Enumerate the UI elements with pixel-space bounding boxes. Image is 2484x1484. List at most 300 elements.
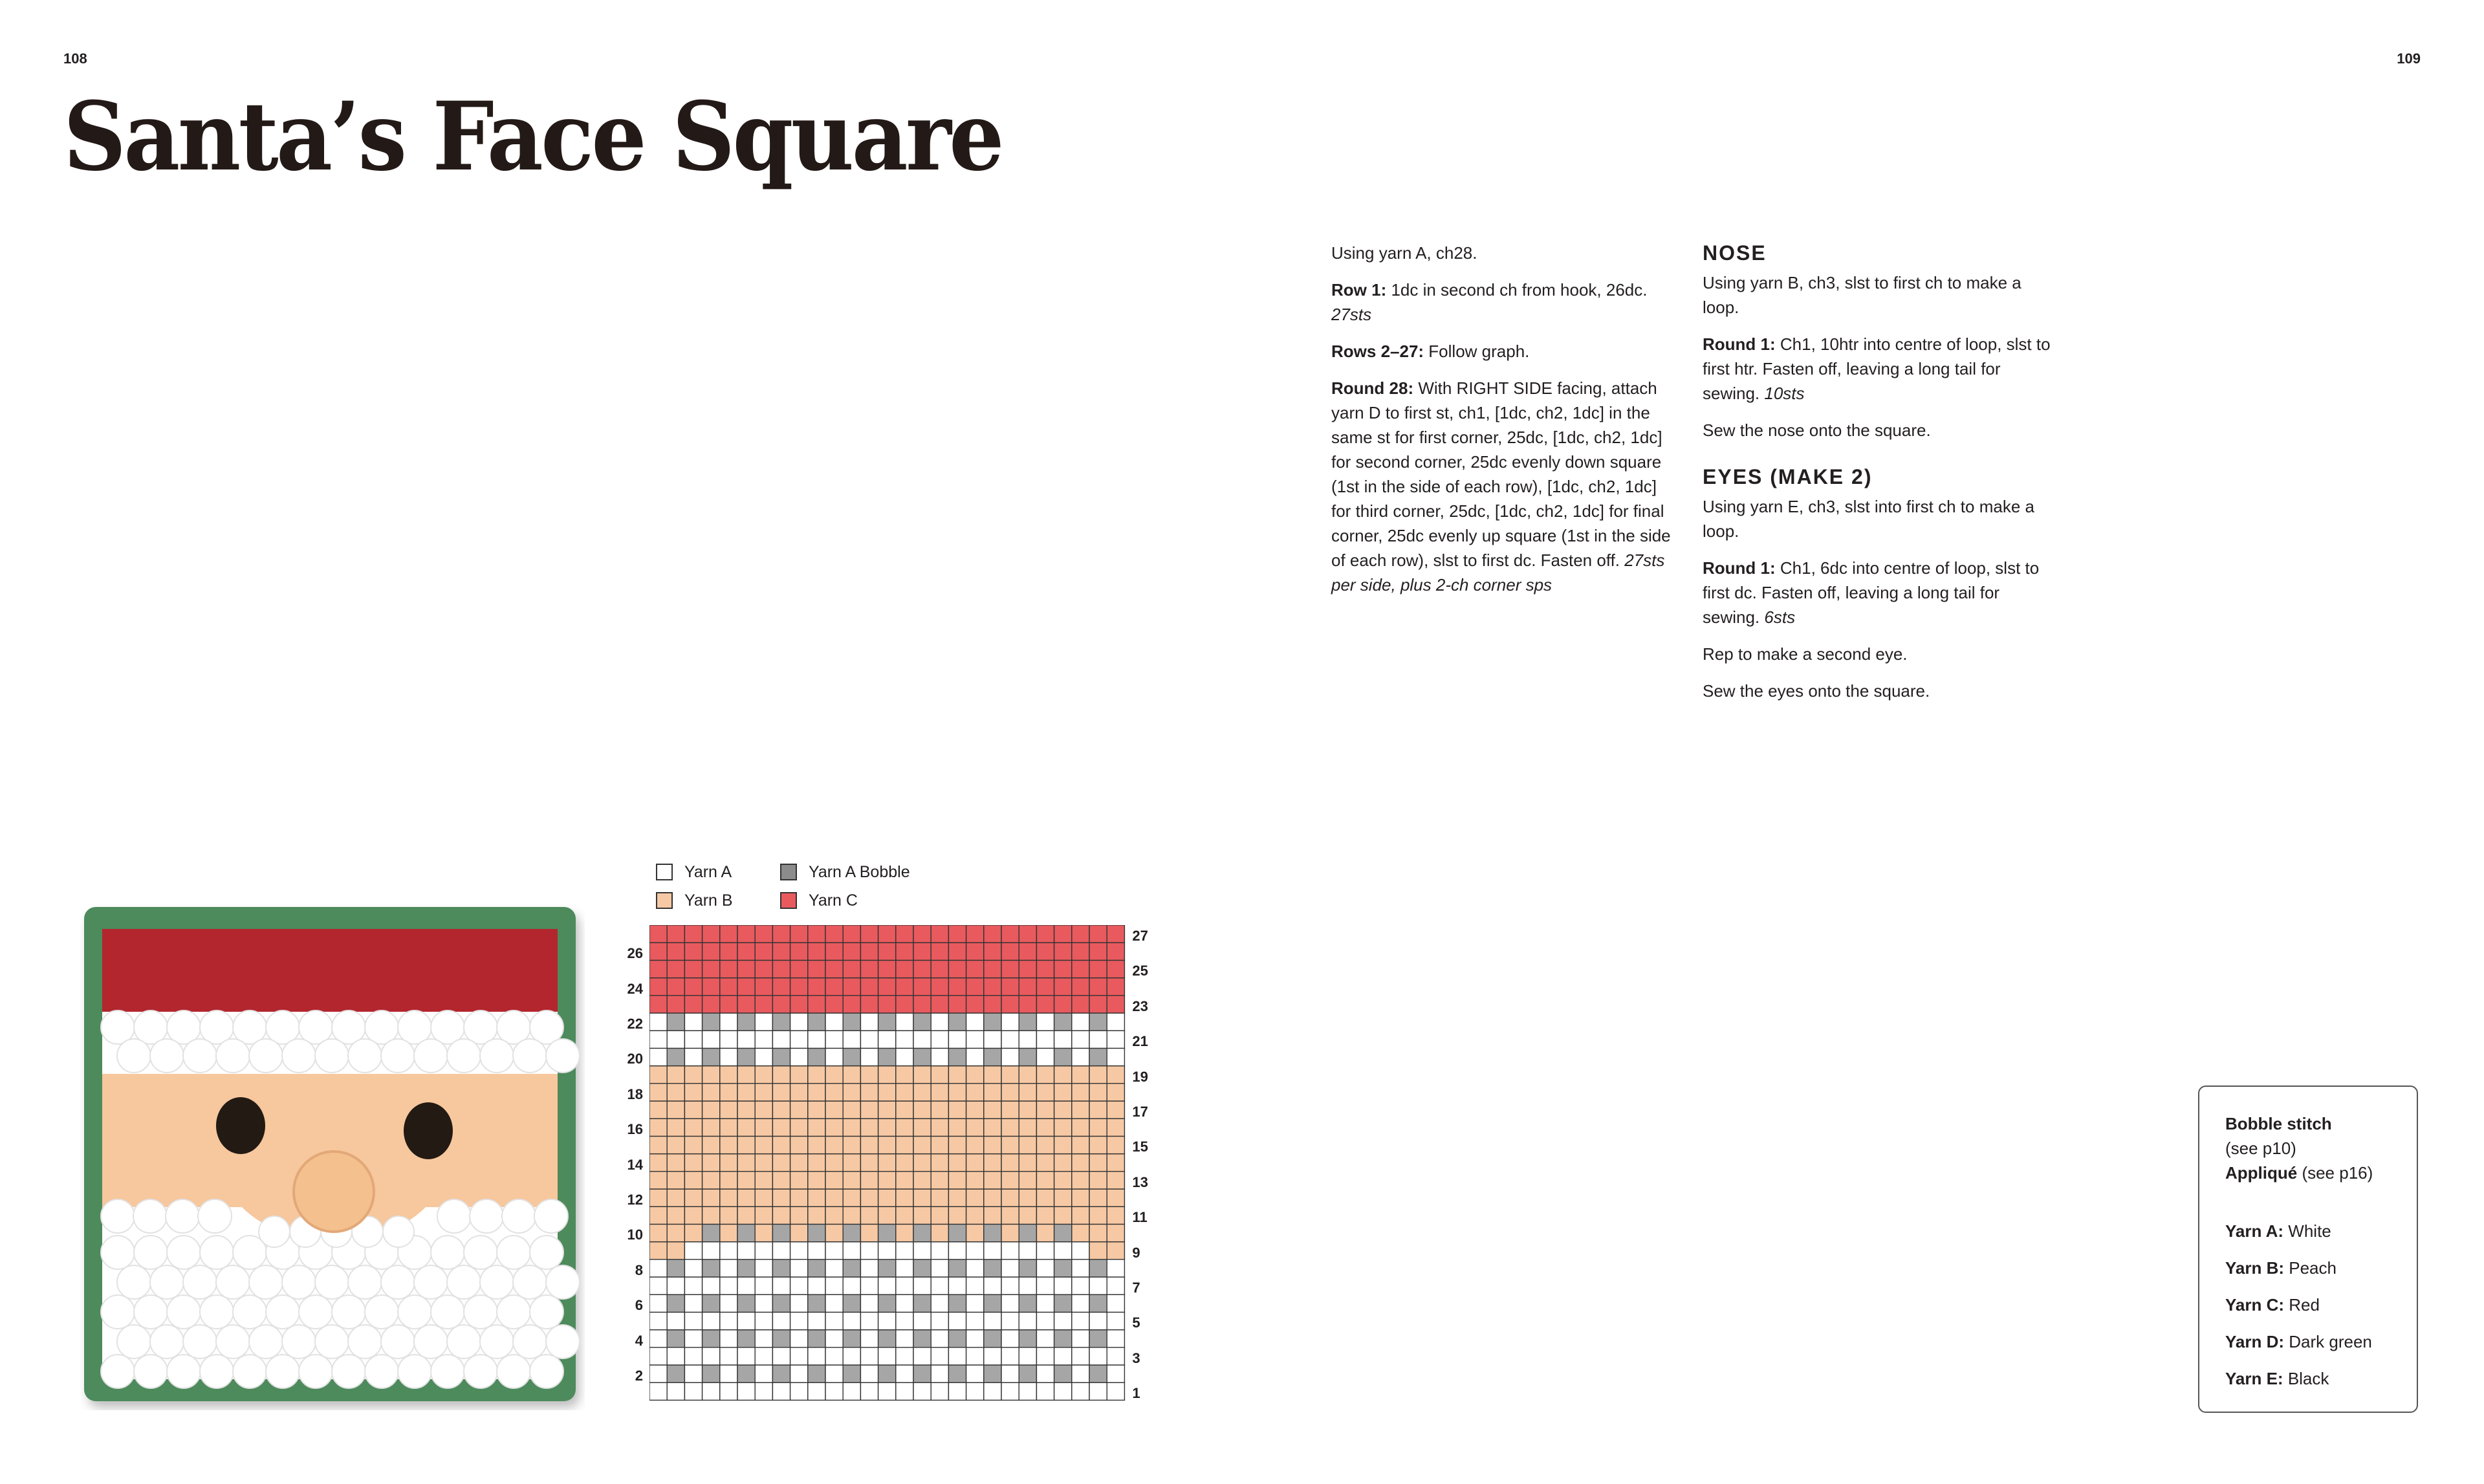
- graph-cell: [649, 1365, 667, 1382]
- graph-cell: [1054, 1260, 1072, 1277]
- graph-cell: [913, 1048, 931, 1065]
- graph-cell: [1089, 1260, 1107, 1277]
- graph-cell: [896, 1382, 913, 1400]
- graph-cell: [1036, 925, 1054, 943]
- graph-cell: [984, 1242, 1001, 1260]
- graph-cell: [1019, 1189, 1036, 1206]
- graph-cell: [843, 978, 860, 996]
- graph-cell: [825, 1189, 843, 1206]
- graph-cell: [913, 960, 931, 977]
- row-label-right: 1: [1132, 1385, 1140, 1402]
- graph-cell: [684, 1242, 702, 1260]
- graph-cell: [1072, 1172, 1089, 1189]
- graph-cell: [913, 1118, 931, 1136]
- graph-cell: [667, 1101, 684, 1118]
- graph-cell: [860, 1172, 878, 1189]
- graph-cell: [1107, 1330, 1124, 1348]
- graph-cell: [755, 960, 772, 977]
- row-label-right: 23: [1132, 998, 1148, 1014]
- graph-cell: [1107, 1118, 1124, 1136]
- row-label-left: 4: [635, 1332, 643, 1349]
- graph-cell: [860, 1312, 878, 1329]
- graph-cell: [1089, 1224, 1107, 1241]
- graph-cell: [931, 1294, 948, 1312]
- graph-cell: [1107, 1224, 1124, 1241]
- graph-cell: [1036, 1260, 1054, 1277]
- graph-cell: [966, 1224, 984, 1241]
- graph-cell: [755, 1348, 772, 1365]
- graph-cell: [1072, 925, 1089, 943]
- graph-cell: [755, 1118, 772, 1136]
- graph-cell: [808, 996, 825, 1013]
- graph-cell: [649, 925, 667, 943]
- graph-cell: [703, 1048, 720, 1065]
- graph-cell: [1089, 1118, 1107, 1136]
- graph-cell: [948, 1294, 966, 1312]
- graph-cell: [667, 1013, 684, 1031]
- graph-cell: [790, 1206, 808, 1224]
- graph-cell: [703, 1206, 720, 1224]
- graph-cell: [772, 1206, 790, 1224]
- graph-cell: [1107, 1277, 1124, 1294]
- graph-cell: [825, 996, 843, 1013]
- graph-cell: [1001, 1189, 1019, 1206]
- graph-cell: [1089, 1048, 1107, 1065]
- graph-cell: [896, 1365, 913, 1382]
- graph-cell: [825, 1330, 843, 1348]
- graph-cell: [720, 1260, 737, 1277]
- graph-cell: [843, 1154, 860, 1172]
- start-instruction: Using yarn A, ch28.: [1331, 243, 1477, 263]
- graph-cell: [1089, 925, 1107, 943]
- graph-cell: [684, 1154, 702, 1172]
- graph-cell: [913, 996, 931, 1013]
- yarn-a: Yarn A: White: [2225, 1221, 2331, 1241]
- graph-cell: [684, 925, 702, 943]
- graph-cell: [896, 1154, 913, 1172]
- graph-cell: [1107, 978, 1124, 996]
- graph-cell: [772, 925, 790, 943]
- graph-cell: [1089, 1101, 1107, 1118]
- graph-cell: [684, 1294, 702, 1312]
- graph-cell: [772, 978, 790, 996]
- graph-cell: [772, 1242, 790, 1260]
- graph-cell: [1072, 996, 1089, 1013]
- graph-cell: [737, 1312, 755, 1329]
- graph-cell: [931, 1382, 948, 1400]
- graph-cell: [667, 1277, 684, 1294]
- graph-cell: [808, 1294, 825, 1312]
- graph-cell: [878, 943, 896, 960]
- graph-cell: [931, 1206, 948, 1224]
- graph-cell: [913, 943, 931, 960]
- graph-cell: [1072, 1330, 1089, 1348]
- graph-cell: [667, 1118, 684, 1136]
- graph-cell: [1107, 1206, 1124, 1224]
- graph-cell: [843, 1224, 860, 1241]
- nose-sew: Sew the nose onto the square.: [1703, 420, 1931, 440]
- graph-cell: [966, 1189, 984, 1206]
- graph-cell: [825, 1048, 843, 1065]
- graph-cell: [825, 1294, 843, 1312]
- graph-cell: [984, 1382, 1001, 1400]
- graph-cell: [667, 1294, 684, 1312]
- graph-cell: [755, 1330, 772, 1348]
- graph-cell: [1072, 1189, 1089, 1206]
- graph-cell: [860, 1031, 878, 1048]
- row-label-left: 18: [627, 1086, 643, 1102]
- graph-cell: [948, 1084, 966, 1101]
- graph-cell: [1054, 1136, 1072, 1153]
- graph-cell: [1089, 1189, 1107, 1206]
- graph-cell: [948, 925, 966, 943]
- graph-cell: [825, 1224, 843, 1241]
- graph-cell: [1036, 1382, 1054, 1400]
- graph-cell: [720, 943, 737, 960]
- graph-cell: [667, 1224, 684, 1241]
- graph-cell: [737, 1101, 755, 1118]
- graph-cell: [684, 1013, 702, 1031]
- graph-cell: [1001, 978, 1019, 996]
- graph-cell: [1072, 943, 1089, 960]
- graph-cell: [860, 1013, 878, 1031]
- graph-cell: [913, 1224, 931, 1241]
- graph-cell: [1089, 1242, 1107, 1260]
- graph-cell: [1036, 1348, 1054, 1365]
- graph-cell: [984, 1154, 1001, 1172]
- graph-cell: [1072, 1048, 1089, 1065]
- graph-cell: [790, 1172, 808, 1189]
- graph-cell: [808, 1330, 825, 1348]
- graph-cell: [1089, 996, 1107, 1013]
- graph-cell: [772, 1312, 790, 1329]
- graph-cell: [684, 1031, 702, 1048]
- graph-cell: [948, 1189, 966, 1206]
- graph-cell: [913, 1189, 931, 1206]
- graph-cell: [948, 1277, 966, 1294]
- row-label-right: 17: [1132, 1104, 1148, 1120]
- graph-cell: [984, 1084, 1001, 1101]
- graph-cell: [931, 1031, 948, 1048]
- graph-cell: [896, 1066, 913, 1084]
- graph-cell: [667, 1330, 684, 1348]
- graph-cell: [737, 1224, 755, 1241]
- graph-cell: [878, 1382, 896, 1400]
- graph-cell: [948, 1013, 966, 1031]
- graph-cell: [1019, 1330, 1036, 1348]
- graph-cell: [790, 1048, 808, 1065]
- graph-cell: [1107, 1348, 1124, 1365]
- graph-cell: [1036, 1084, 1054, 1101]
- graph-cell: [984, 1031, 1001, 1048]
- graph-cell: [667, 960, 684, 977]
- graph-cell: [772, 1224, 790, 1241]
- graph-cell: [843, 1136, 860, 1153]
- graph-cell: [684, 1172, 702, 1189]
- graph-cell: [1001, 1154, 1019, 1172]
- graph-cell: [720, 1312, 737, 1329]
- graph-cell: [737, 1118, 755, 1136]
- graph-cell: [966, 960, 984, 977]
- graph-cell: [1019, 1294, 1036, 1312]
- graph-cell: [1107, 1242, 1124, 1260]
- graph-cell: [843, 1294, 860, 1312]
- graph-cell: [1054, 1206, 1072, 1224]
- graph-cell: [966, 1084, 984, 1101]
- graph-cell: [896, 996, 913, 1013]
- graph-cell: [1019, 943, 1036, 960]
- graph-cell: [808, 925, 825, 943]
- row-label-left: 24: [627, 980, 643, 997]
- graph-cell: [1001, 996, 1019, 1013]
- row-label-left: 14: [627, 1156, 643, 1173]
- graph-cell: [684, 1260, 702, 1277]
- graph-cell: [1019, 996, 1036, 1013]
- graph-cell: [843, 1172, 860, 1189]
- materials-info-box: [2198, 1086, 2418, 1413]
- graph-cell: [843, 1365, 860, 1382]
- graph-cell: [703, 1101, 720, 1118]
- graph-cell: [772, 1118, 790, 1136]
- graph-cell: [984, 1260, 1001, 1277]
- graph-cell: [790, 1013, 808, 1031]
- graph-cell: [931, 1172, 948, 1189]
- graph-cell: [1036, 1118, 1054, 1136]
- legend-yarn-c: Yarn C: [780, 891, 858, 910]
- graph-cell: [1107, 1260, 1124, 1277]
- graph-cell: [1107, 1084, 1124, 1101]
- right-eye: [404, 1102, 453, 1159]
- graph-cell: [684, 1277, 702, 1294]
- graph-cell: [808, 1348, 825, 1365]
- graph-cell: [984, 1277, 1001, 1294]
- graph-cell: [1107, 1101, 1124, 1118]
- graph-cell: [790, 1330, 808, 1348]
- graph-cell: [948, 1048, 966, 1065]
- graph-cell: [860, 1294, 878, 1312]
- graph-cell: [1089, 1348, 1107, 1365]
- graph-cell: [684, 996, 702, 1013]
- graph-cell: [1107, 1031, 1124, 1048]
- graph-cell: [948, 1348, 966, 1365]
- graph-cell: [1019, 960, 1036, 977]
- graph-cell: [1107, 1154, 1124, 1172]
- graph-cell: [984, 1066, 1001, 1084]
- graph-cell: [649, 1066, 667, 1084]
- graph-cell: [667, 943, 684, 960]
- graph-cell: [1089, 1031, 1107, 1048]
- graph-cell: [843, 1277, 860, 1294]
- graph-cell: [755, 1294, 772, 1312]
- graph-cell: [1072, 1066, 1089, 1084]
- graph-cell: [1054, 1242, 1072, 1260]
- graph-cell: [720, 1189, 737, 1206]
- legend-swatch-yarn-c: [780, 892, 797, 909]
- graph-cell: [896, 1242, 913, 1260]
- graph-cell: [703, 1330, 720, 1348]
- row-label-right: 3: [1132, 1349, 1140, 1366]
- graph-cell: [684, 1330, 702, 1348]
- graph-cell: [878, 1224, 896, 1241]
- graph-cell: [984, 996, 1001, 1013]
- graph-cell: [720, 1330, 737, 1348]
- graph-cell: [1054, 1048, 1072, 1065]
- graph-cell: [1089, 1330, 1107, 1348]
- eyes-start: Using yarn E, ch3, slst into first ch to make a loop.: [1703, 497, 2034, 541]
- graph-cell: [772, 943, 790, 960]
- graph-cell: [860, 1277, 878, 1294]
- graph-cell: [825, 1101, 843, 1118]
- graph-cell: [684, 978, 702, 996]
- graph-cell: [878, 1260, 896, 1277]
- graph-cell: [948, 996, 966, 1013]
- graph-cell: [755, 1048, 772, 1065]
- graph-cell: [772, 1348, 790, 1365]
- page-number-right: 109: [2397, 50, 2421, 67]
- graph-cell: [984, 1312, 1001, 1329]
- graph-cell: [1001, 1031, 1019, 1048]
- page-title: Santa’s Face Square: [63, 82, 1002, 192]
- graph-cell: [808, 1312, 825, 1329]
- graph-cell: [1036, 1312, 1054, 1329]
- graph-cell: [1019, 1312, 1036, 1329]
- graph-cell: [720, 1348, 737, 1365]
- graph-cell: [948, 1154, 966, 1172]
- graph-cell: [1107, 1066, 1124, 1084]
- graph-cell: [1019, 1048, 1036, 1065]
- graph-cell: [843, 1348, 860, 1365]
- graph-cell: [720, 1277, 737, 1294]
- eyes-heading: EYES (MAKE 2): [1703, 465, 1873, 488]
- graph-cell: [1054, 1382, 1072, 1400]
- graph-cell: [808, 1066, 825, 1084]
- graph-cell: [649, 1312, 667, 1329]
- graph-cell: [772, 1330, 790, 1348]
- graph-cell: [790, 1365, 808, 1382]
- graph-cell: [1001, 1242, 1019, 1260]
- graph-cell: [1001, 1348, 1019, 1365]
- graph-cell: [808, 943, 825, 960]
- graph-cell: [878, 1294, 896, 1312]
- graph-cell: [703, 1224, 720, 1241]
- nose-start: Using yarn B, ch3, slst to first ch to make a loop.: [1703, 273, 2021, 317]
- graph-cell: [1072, 960, 1089, 977]
- graph-cell: [684, 1048, 702, 1065]
- graph-cell: [703, 960, 720, 977]
- graph-cell: [948, 960, 966, 977]
- graph-cell: [720, 1365, 737, 1382]
- graph-cell: [790, 1189, 808, 1206]
- graph-cell: [860, 1382, 878, 1400]
- graph-cell: [703, 978, 720, 996]
- graph-cell: [790, 1066, 808, 1084]
- graph-cell: [1089, 1172, 1107, 1189]
- graph-cell: [931, 1277, 948, 1294]
- row-label-left: 22: [627, 1016, 643, 1032]
- graph-cell: [720, 1294, 737, 1312]
- graph-cell: [720, 1136, 737, 1153]
- graph-cell: [720, 1242, 737, 1260]
- graph-cell: [1019, 1066, 1036, 1084]
- graph-cell: [825, 925, 843, 943]
- graph-cell: [896, 1330, 913, 1348]
- graph-cell: [1107, 960, 1124, 977]
- graph-cell: [860, 1242, 878, 1260]
- graph-cell: [948, 978, 966, 996]
- graph-cell: [913, 1066, 931, 1084]
- graph-cell: [1107, 925, 1124, 943]
- graph-cell: [1001, 960, 1019, 977]
- row-label-left: 10: [627, 1227, 643, 1243]
- graph-cell: [684, 1101, 702, 1118]
- graph-cell: [772, 1365, 790, 1382]
- graph-cell: [1054, 1013, 1072, 1031]
- graph-cell: [860, 1365, 878, 1382]
- graph-cell: [931, 1084, 948, 1101]
- graph-cell: [649, 1277, 667, 1294]
- graph-cell: [984, 1365, 1001, 1382]
- graph-cell: [1001, 943, 1019, 960]
- graph-cell: [808, 1154, 825, 1172]
- graph-cell: [772, 1294, 790, 1312]
- graph-cell: [1089, 1365, 1107, 1382]
- graph-cell: [790, 1118, 808, 1136]
- graph-cell: [649, 978, 667, 996]
- graph-cell: [790, 1136, 808, 1153]
- graph-cell: [649, 1189, 667, 1206]
- graph-cell: [966, 1172, 984, 1189]
- graph-cell: [667, 1312, 684, 1329]
- graph-cell: [737, 960, 755, 977]
- graph-cell: [1054, 1101, 1072, 1118]
- graph-cell: [878, 978, 896, 996]
- graph-cell: [703, 1242, 720, 1260]
- graph-cell: [737, 1382, 755, 1400]
- graph-cell: [1072, 978, 1089, 996]
- graph-cell: [808, 1277, 825, 1294]
- graph-cell: [1054, 1312, 1072, 1329]
- graph-cell: [1072, 1277, 1089, 1294]
- graph-cell: [931, 1242, 948, 1260]
- graph-cell: [1019, 1013, 1036, 1031]
- graph-cell: [720, 1118, 737, 1136]
- graph-cell: [1054, 1118, 1072, 1136]
- graph-cell: [843, 996, 860, 1013]
- graph-cell: [1072, 1031, 1089, 1048]
- row-label-right: 13: [1132, 1173, 1148, 1190]
- graph-cell: [1089, 1084, 1107, 1101]
- graph-cell: [790, 960, 808, 977]
- graph-cell: [667, 1382, 684, 1400]
- graph-cell: [896, 1084, 913, 1101]
- graph-cell: [808, 1118, 825, 1136]
- graph-cell: [1019, 1206, 1036, 1224]
- graph-cell: [896, 1312, 913, 1329]
- graph-cell: [772, 1031, 790, 1048]
- graph-cell: [667, 1172, 684, 1189]
- bobble-stitch-ref: (see p10): [2225, 1139, 2296, 1158]
- graph-cell: [1107, 1189, 1124, 1206]
- graph-cell: [913, 1031, 931, 1048]
- graph-cell: [720, 960, 737, 977]
- graph-cell: [703, 1066, 720, 1084]
- graph-cell: [703, 1348, 720, 1365]
- graph-cell: [1001, 1118, 1019, 1136]
- nose: [294, 1151, 374, 1232]
- graph-cell: [1054, 996, 1072, 1013]
- row-label-right: 7: [1132, 1280, 1140, 1296]
- legend-yarn-a: Yarn A: [656, 863, 732, 882]
